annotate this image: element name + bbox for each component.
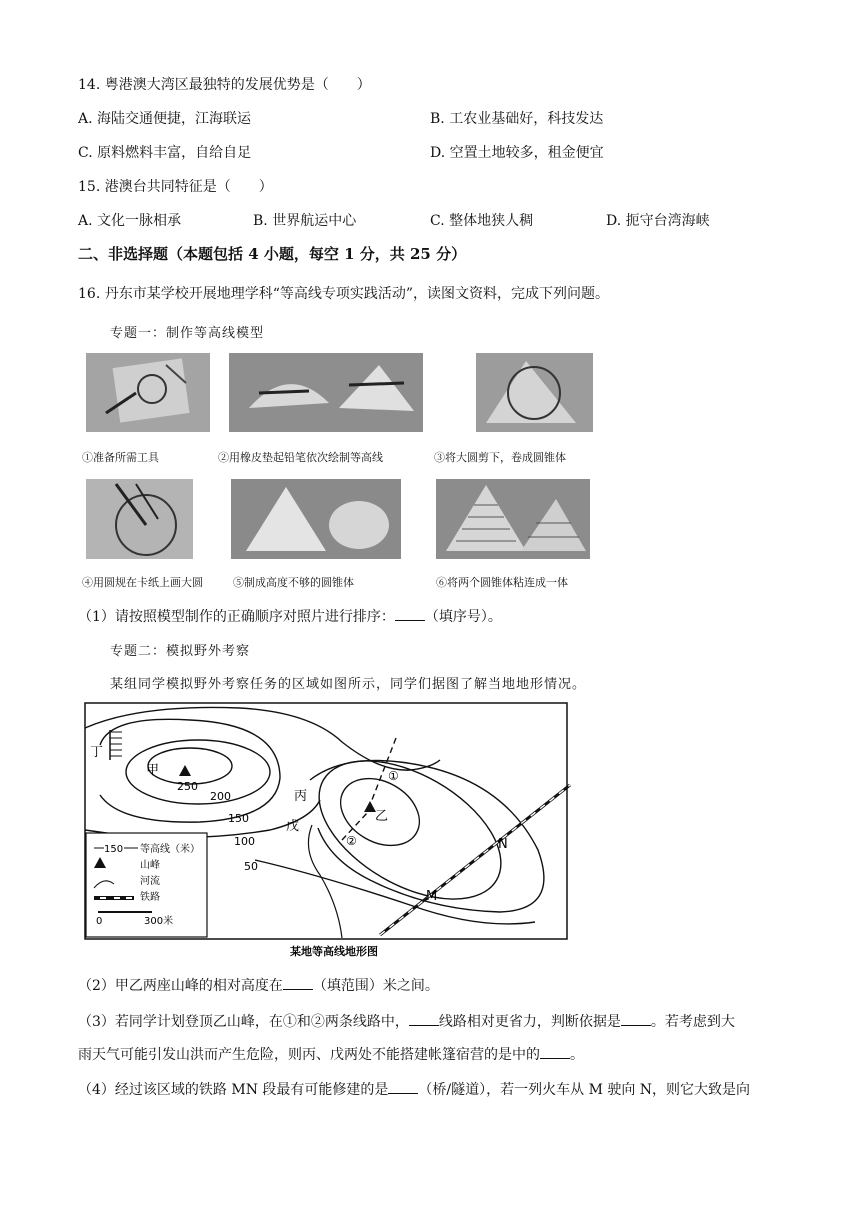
q15-option-d[interactable]: D. 扼守台湾海峡 bbox=[606, 213, 710, 229]
photo-tools-image bbox=[86, 353, 210, 432]
q14-option-d[interactable]: D. 空置土地较多，租金便宜 bbox=[430, 145, 604, 161]
label-wu: 戊 bbox=[286, 819, 300, 834]
map-caption: 某地等高线地形图 bbox=[290, 945, 378, 958]
section-title: 二、非选择题（本题包括 4 小题，每空 1 分，共 25 分） bbox=[78, 245, 467, 263]
subq-2 bbox=[78, 975, 439, 995]
label-route-2: ② bbox=[346, 834, 357, 848]
caption-1: ①准备所需工具 bbox=[82, 451, 159, 464]
photo-drawing-image bbox=[229, 353, 423, 432]
q15-option-a[interactable]: A. 文化一脉相承 bbox=[78, 213, 182, 229]
legend-peak: 山峰 bbox=[140, 860, 160, 871]
topic1-title: 专题一：制作等高线模型 bbox=[110, 326, 265, 341]
photo-tools bbox=[86, 353, 210, 432]
answer-blank-4[interactable] bbox=[388, 1081, 418, 1094]
q14-option-c[interactable]: C. 原料燃料丰富，自给自足 bbox=[78, 145, 252, 161]
subq-2-text-b: （填范围）米之间。 bbox=[312, 978, 439, 994]
caption-3: ③将大圆剪下，卷成圆锥体 bbox=[434, 451, 566, 464]
subq-3-text-a: （3）若同学计划登顶乙山峰，在①和②两条线路中， bbox=[78, 1014, 409, 1030]
label-150: 150 bbox=[228, 812, 249, 825]
caption-6: ⑥将两个圆锥体粘连成一体 bbox=[436, 576, 568, 589]
legend-scale-0: 0 bbox=[96, 916, 103, 927]
answer-blank-1[interactable] bbox=[395, 608, 425, 621]
answer-blank-2[interactable] bbox=[283, 977, 313, 990]
q15-stem: 15. 港澳台共同特征是（ ） bbox=[78, 179, 273, 195]
q14-option-b[interactable]: B. 工农业基础好，科技发达 bbox=[430, 111, 604, 127]
label-ding: 丁 bbox=[90, 745, 104, 760]
subq-3-text-c: 。若考虑到大 bbox=[650, 1014, 735, 1030]
photo-rolling-image bbox=[476, 353, 593, 432]
legend-rail: 铁路 bbox=[140, 892, 160, 903]
photo-rolling bbox=[476, 353, 593, 432]
label-yi: 乙 bbox=[375, 809, 389, 824]
photo-joined-image bbox=[436, 479, 590, 559]
q15-option-c[interactable]: C. 整体地狭人稠 bbox=[430, 213, 534, 229]
label-50: 50 bbox=[244, 860, 258, 873]
topic2-intro: 某组同学模拟野外考察任务的区域如图所示，同学们据图了解当地地形情况。 bbox=[110, 677, 587, 692]
subq-2-text-a: （2）甲乙两座山峰的相对高度在 bbox=[78, 978, 283, 994]
caption-4: ④用圆规在卡纸上画大圆 bbox=[82, 576, 203, 589]
photo-cones bbox=[231, 479, 401, 559]
subq-4 bbox=[78, 1079, 750, 1099]
subq-4-text-a: （4）经过该区域的铁路 MN 段最有可能修建的是 bbox=[78, 1082, 389, 1098]
label-jia: 甲 bbox=[146, 763, 160, 778]
subq-4-text-b: （桥/隧道），若一列火车从 M 驶向 N，则它大致是向 bbox=[418, 1082, 751, 1098]
caption-2: ②用橡皮垫起铅笔依次绘制等高线 bbox=[218, 451, 383, 464]
photo-compass bbox=[86, 479, 193, 559]
photo-drawing bbox=[229, 353, 423, 432]
legend-scale-300: 300米 bbox=[144, 916, 174, 927]
q14-stem: 14. 粤港澳大湾区最独特的发展优势是（ ） bbox=[78, 77, 371, 93]
label-bing: 丙 bbox=[294, 789, 308, 804]
subq-1-text-a: （1）请按照模型制作的正确顺序对照片进行排序： bbox=[78, 609, 395, 625]
subq-3-text-d: 雨天气可能引发山洪而产生危险，则丙、戊两处不能搭建帐篷宿营的是中的 bbox=[78, 1047, 540, 1063]
legend-river: 河流 bbox=[140, 876, 160, 887]
q15-option-b[interactable]: B. 世界航运中心 bbox=[253, 213, 357, 229]
subq-3-line2 bbox=[78, 1044, 584, 1064]
q14-option-a[interactable]: A. 海陆交通便捷，江海联运 bbox=[78, 111, 252, 127]
label-250: 250 bbox=[177, 780, 198, 793]
subq-1 bbox=[78, 606, 502, 626]
photo-compass-image bbox=[86, 479, 193, 559]
label-100: 100 bbox=[234, 835, 255, 848]
subq-3-line1 bbox=[78, 1011, 735, 1031]
label-route-1: ① bbox=[388, 769, 399, 783]
subq-3-text-b: 线路相对更省力，判断依据是 bbox=[438, 1014, 621, 1030]
legend-contour-value: 150 bbox=[104, 844, 124, 855]
label-200: 200 bbox=[210, 790, 231, 803]
q16-stem: 16. 丹东市某学校开展地理学科“等高线专项实践活动”，读图文资料，完成下列问题。 bbox=[78, 286, 610, 302]
topic2-title: 专题二：模拟野外考察 bbox=[110, 644, 251, 659]
caption-5: ⑤制成高度不够的圆锥体 bbox=[233, 576, 354, 589]
label-M: M bbox=[426, 889, 438, 904]
photo-cones-image bbox=[231, 479, 401, 559]
answer-blank-3a[interactable] bbox=[409, 1013, 439, 1026]
label-N: N bbox=[498, 837, 508, 852]
subq-1-text-b: （填序号）。 bbox=[424, 609, 502, 625]
answer-blank-3c[interactable] bbox=[540, 1046, 570, 1059]
answer-blank-3b[interactable] bbox=[621, 1013, 651, 1026]
legend-contour: 等高线（米） bbox=[140, 844, 200, 855]
subq-3-text-e: 。 bbox=[570, 1047, 584, 1063]
contour-map bbox=[80, 700, 572, 962]
photo-joined bbox=[436, 479, 590, 559]
